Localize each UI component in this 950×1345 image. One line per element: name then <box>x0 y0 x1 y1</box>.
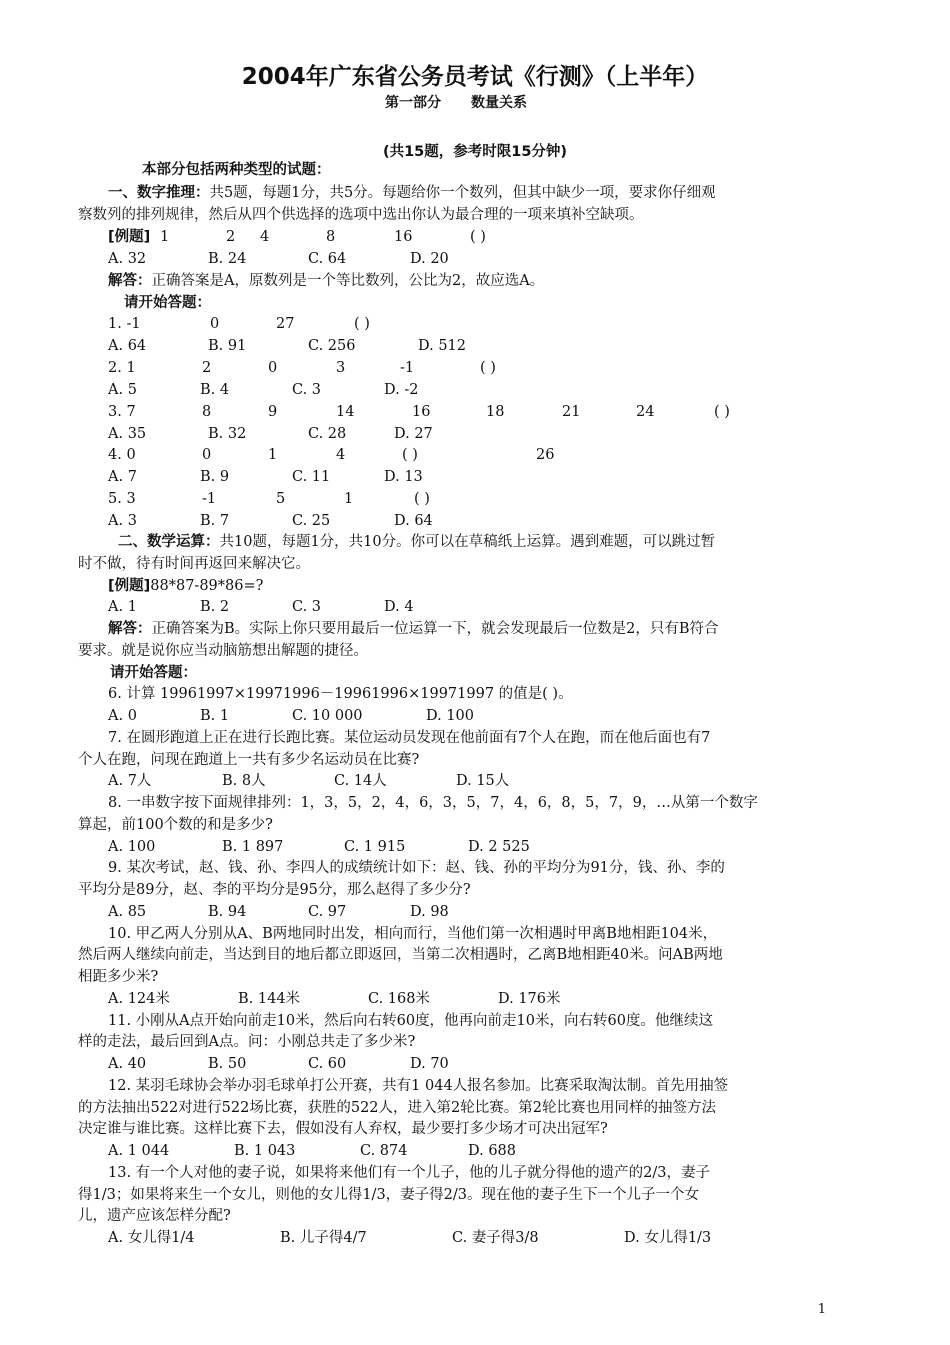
q13-options <box>108 1228 808 1248</box>
option-d: D. 13 <box>384 469 423 485</box>
option-d: D. 女儿得1/3 <box>624 1230 712 1246</box>
option-a: A. 124米 <box>108 991 170 1007</box>
page-number: 1 <box>817 1302 826 1317</box>
q9-text-line1: 9. 某次考试，赵、钱、孙、李四人的成绩统计如下：赵、钱、孙的平均分为91分，钱、孙、李的 <box>108 860 725 876</box>
option-a: A. 女儿得1/4 <box>108 1230 195 1246</box>
option-a: A. 85 <box>108 904 147 920</box>
option-a: A. 1 <box>108 599 137 615</box>
q2-options <box>108 380 608 400</box>
seq-term: 1 <box>160 229 170 245</box>
q10-options <box>108 989 708 1009</box>
answer-blank: ( ) <box>480 360 496 376</box>
answer-blank: ( ) <box>714 404 730 420</box>
q12-text-line1: 12. 某羽毛球协会举办羽毛球单打公开赛，共有1 044人报名参加。比赛采取淘汰制。首先用抽签 <box>108 1078 729 1094</box>
section2-desc-line1 <box>118 532 715 552</box>
q10-text-line3: 相距多少米? <box>78 969 159 985</box>
option-b: B. 144米 <box>238 991 301 1007</box>
seq-term: -1 <box>202 491 217 507</box>
section2-desc-line2: 时不做，待有时间再返回来解决它。 <box>78 556 310 572</box>
section1-desc-line2: 察数列的排列规律，然后从四个供选择的选项中选出你认为最合理的一项来填补空缺项。 <box>78 207 644 223</box>
option-a: A. 7 <box>108 469 137 485</box>
answer-label: 解答： <box>108 621 152 637</box>
seq-term: 2 <box>226 229 236 245</box>
q13-text-line2: 得1/3；如果将来生一个女儿，则他的女儿得1/3，妻子得2/3。现在他的妻子生下一个儿子一个女 <box>78 1187 700 1203</box>
answer-blank: ( ) <box>354 316 370 332</box>
seq-term: 26 <box>536 447 555 463</box>
q7-text-line2: 个人在跑，问现在跑道上一共有多少名运动员在比赛? <box>78 752 420 768</box>
option-d: D. 100 <box>426 708 475 724</box>
q12-text-line3: 决定谁与谁比赛。这样比赛下去，假如没有人弃权，最少要打多少场才可决出冠军? <box>78 1121 608 1137</box>
seq-term: 3 <box>336 360 346 376</box>
q7-options <box>108 771 608 791</box>
intro-text: 本部分包括两种类型的试题： <box>142 162 331 178</box>
q6-options <box>108 706 608 726</box>
option-c: C. 3 <box>292 599 322 615</box>
q11-options <box>108 1054 608 1074</box>
section2-heading: 二、数学运算： <box>118 534 220 550</box>
option-d: D. 512 <box>418 338 467 354</box>
seq-term: 27 <box>276 316 295 332</box>
part-heading <box>385 92 557 112</box>
option-c: C. 10 000 <box>292 708 363 724</box>
section1-desc-line1 <box>108 183 716 203</box>
option-b: B. 24 <box>208 251 247 267</box>
seq-term: 1 <box>268 447 278 463</box>
seq-term: 5. 3 <box>108 491 136 507</box>
option-d: D. 4 <box>384 599 414 615</box>
section2-desc1: 共10题，每题1分，共10分。你可以在草稿纸上运算。遇到难题，可以跳过暂 <box>219 534 716 550</box>
q5-sequence <box>108 489 608 509</box>
option-c: C. 妻子得3/8 <box>452 1230 539 1246</box>
q8-text-line1: 8. 一串数字按下面规律排列：1，3，5，2，4，6，3，5，7，4，6，8，5，7，9，…从第一个数字 <box>108 795 758 811</box>
q6-text: 6. 计算 19961997×19971996－19961996×19971997 的值是( )。 <box>108 686 573 702</box>
q10-text-line1: 10. 甲乙两人分别从A、B两地同时出发，相向而行，当他们第一次相遇时甲离B地相距104米， <box>108 926 718 942</box>
option-a: A. 100 <box>108 839 156 855</box>
example1-options <box>108 249 608 269</box>
q1-sequence <box>108 314 608 334</box>
q7-text-line1: 7. 在圆形跑道上正在进行长跑比赛。某位运动员发现在他前面有7个人在跑，而在他后面也有7 <box>108 730 711 746</box>
q3-options <box>108 424 608 444</box>
option-c: C. 28 <box>308 426 347 442</box>
q1-options <box>108 336 608 356</box>
q9-text-line2: 平均分是89分，赵、李的平均分是95分，那么赵得了多少分? <box>78 882 471 898</box>
section1-heading: 一、数字推理： <box>108 185 210 201</box>
option-d: D. 98 <box>410 904 449 920</box>
seq-term: 16 <box>394 229 413 245</box>
seq-term: 4. 0 <box>108 447 136 463</box>
example2-text: 88*87-89*86=? <box>150 578 264 594</box>
answer-blank: ( ) <box>414 491 430 507</box>
option-b: B. 4 <box>200 382 230 398</box>
option-d: D. 176米 <box>498 991 561 1007</box>
part-name: 数量关系 <box>471 95 527 111</box>
seq-term: 0 <box>268 360 278 376</box>
answer-label: 解答： <box>108 273 152 289</box>
option-d: D. 70 <box>410 1056 449 1072</box>
seq-term: 2. 1 <box>108 360 136 376</box>
option-d: D. 64 <box>394 513 433 529</box>
section2-start: 请开始答题： <box>110 665 197 681</box>
q12-text-line2: 的方法抽出522对进行522场比赛，获胜的522人，进入第2轮比赛。第2轮比赛也用同样的抽签方法 <box>78 1100 716 1116</box>
option-b: B. 1 <box>200 708 230 724</box>
option-b: B. 2 <box>200 599 230 615</box>
q12-options <box>108 1141 608 1161</box>
example2-label: [例题] <box>108 578 151 594</box>
option-a: A. 40 <box>108 1056 147 1072</box>
option-a: A. 35 <box>108 426 147 442</box>
option-c: C. 97 <box>308 904 347 920</box>
option-d: D. 27 <box>394 426 433 442</box>
q13-text-line3: 儿，遗产应该怎样分配? <box>78 1208 231 1224</box>
option-b: B. 32 <box>208 426 247 442</box>
q4-options <box>108 467 608 487</box>
example2 <box>108 576 263 596</box>
seq-term: 16 <box>412 404 431 420</box>
q13-text-line1: 13. 有一个人对他的妻子说，如果将来他们有一个儿子，他的儿子就分得他的遗产的2/3，妻子 <box>108 1165 711 1181</box>
option-b: B. 1 897 <box>222 839 284 855</box>
option-c: C. 60 <box>308 1056 347 1072</box>
q5-options <box>108 511 608 531</box>
seq-term: 9 <box>268 404 278 420</box>
q10-text-line2: 然后两人继续向前走，当达到目的地后都立即返回，当第二次相遇时，乙离B地相距40米。问AB两地 <box>78 947 723 963</box>
seq-term: 24 <box>636 404 655 420</box>
option-c: C. 25 <box>292 513 331 529</box>
option-b: B. 7 <box>200 513 230 529</box>
seq-term: 1. -1 <box>108 316 141 332</box>
seq-term: 2 <box>202 360 212 376</box>
answer-blank: ( ) <box>470 229 486 245</box>
section1-desc1: 共5题，每题1分，共5分。每题给你一个数列，但其中缺少一项，要求你仔细观 <box>209 185 716 201</box>
example2-options <box>108 597 608 617</box>
seq-term: 18 <box>486 404 505 420</box>
option-b: B. 1 043 <box>234 1143 296 1159</box>
option-d: D. 15人 <box>456 773 510 789</box>
seq-term: 4 <box>336 447 346 463</box>
q3-sequence <box>108 402 808 422</box>
option-a: A. 5 <box>108 382 137 398</box>
seq-term: 1 <box>344 491 354 507</box>
q2-sequence <box>108 358 608 378</box>
answer-text: 正确答案是A，原数列是一个等比数列，公比为2，故应选A。 <box>151 273 545 289</box>
example2-answer-line1 <box>108 619 719 639</box>
option-b: B. 8人 <box>222 773 266 789</box>
q11-text-line2: 样的走法，最后回到A点。问：小刚总共走了多少米? <box>78 1034 416 1050</box>
option-c: C. 874 <box>360 1143 408 1159</box>
example1-sequence <box>108 227 608 247</box>
option-a: A. 64 <box>108 338 147 354</box>
option-d: D. -2 <box>384 382 419 398</box>
option-b: B. 50 <box>208 1056 247 1072</box>
seq-term: 0 <box>210 316 220 332</box>
option-b: B. 儿子得4/7 <box>280 1230 367 1246</box>
example2-answer-line2: 要求。就是说你应当动脑筋想出解题的捷径。 <box>78 643 368 659</box>
option-c: C. 64 <box>308 251 347 267</box>
time-note: (共15题，参考时限15分钟) <box>382 144 568 160</box>
option-d: D. 688 <box>468 1143 517 1159</box>
example1-label: [例题] <box>108 229 151 245</box>
option-a: A. 3 <box>108 513 137 529</box>
seq-term: 5 <box>276 491 286 507</box>
answer-text: 正确答案为B。实际上你只要用最后一位运算一下，就会发现最后一位数是2，只有B符合 <box>151 621 719 637</box>
option-c: C. 168米 <box>368 991 430 1007</box>
q11-text-line1: 11. 小刚从A点开始向前走10米，然后向右转60度，他再向前走10米，向右转60度。他继续这 <box>108 1013 713 1029</box>
seq-term: 3. 7 <box>108 404 136 420</box>
q4-sequence <box>108 445 608 465</box>
answer-blank: ( ) <box>402 447 418 463</box>
page-title: 2004年广东省公务员考试《行测》（上半年） <box>241 64 709 90</box>
option-d: D. 20 <box>410 251 449 267</box>
option-c: C. 1 915 <box>344 839 406 855</box>
q8-options <box>108 837 608 857</box>
seq-term: 8 <box>202 404 212 420</box>
option-d: D. 2 525 <box>468 839 530 855</box>
seq-term: 8 <box>326 229 336 245</box>
option-c: C. 3 <box>292 382 322 398</box>
q9-options <box>108 902 608 922</box>
option-c: C. 14人 <box>334 773 387 789</box>
option-b: B. 9 <box>200 469 230 485</box>
example1-answer <box>108 271 544 291</box>
section1-start: 请开始答题： <box>124 295 211 311</box>
seq-term: 4 <box>260 229 270 245</box>
option-a: A. 7人 <box>108 773 152 789</box>
option-a: A. 32 <box>108 251 147 267</box>
option-b: B. 94 <box>208 904 247 920</box>
option-c: C. 11 <box>292 469 331 485</box>
option-a: A. 0 <box>108 708 137 724</box>
seq-term: 21 <box>562 404 581 420</box>
option-c: C. 256 <box>308 338 356 354</box>
seq-term: 14 <box>336 404 355 420</box>
part-label: 第一部分 <box>385 95 441 111</box>
q8-text-line2: 算起，前100个数的和是多少? <box>78 817 273 833</box>
seq-term: 0 <box>202 447 212 463</box>
seq-term: -1 <box>400 360 415 376</box>
option-a: A. 1 044 <box>108 1143 170 1159</box>
option-b: B. 91 <box>208 338 247 354</box>
